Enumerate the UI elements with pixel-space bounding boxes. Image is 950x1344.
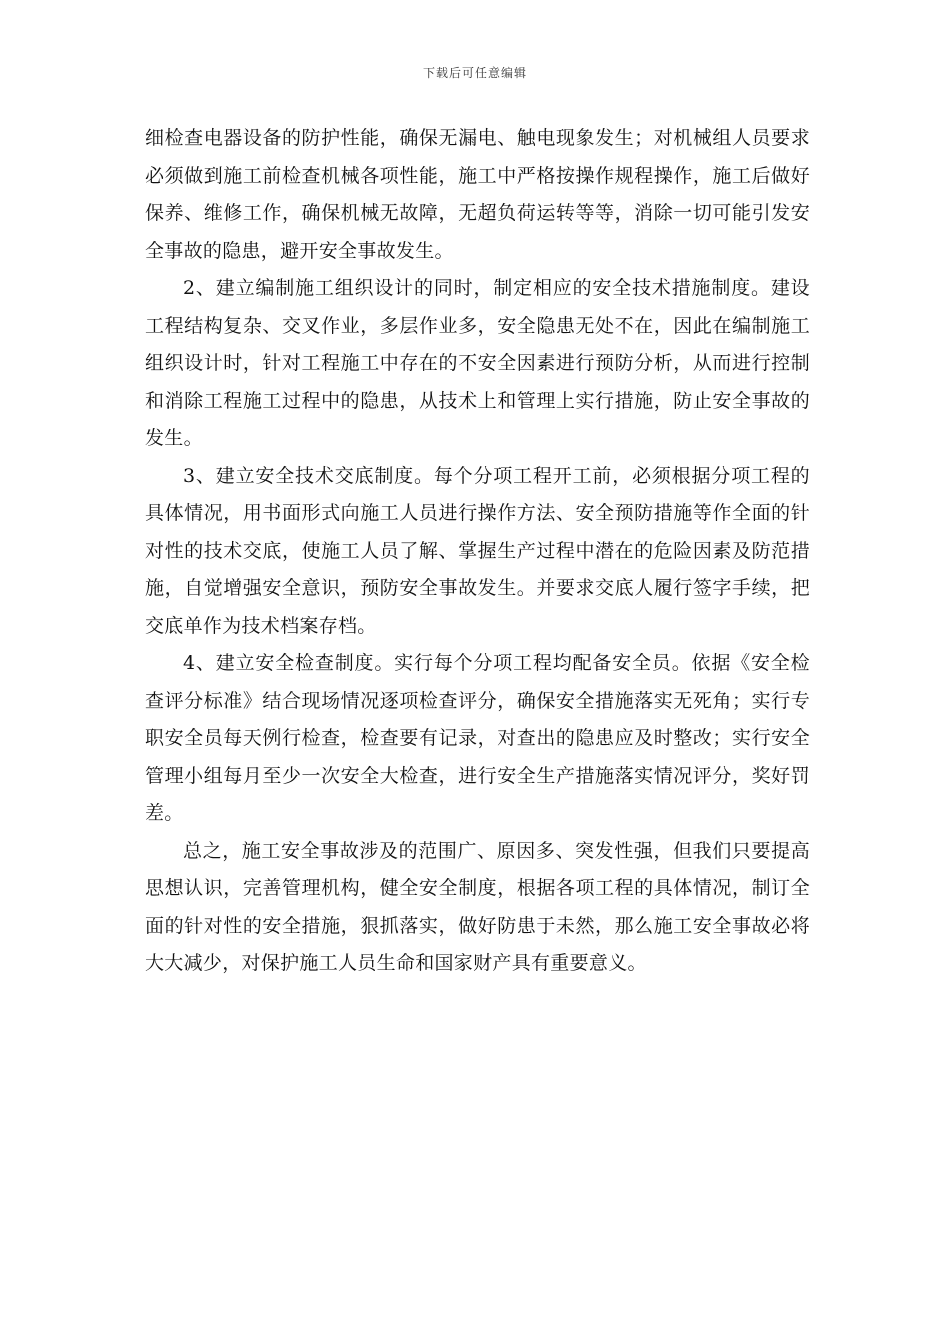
paragraph-item-2: 2、建立编制施工组织设计的同时，制定相应的安全技术措施制度。建设工程结构复杂、交叉作业，多层作业多，安全隐患无处不在，因此在编制施工组织设计时，针对工程施工中存在的不安全因素进行预防分析，从而进行控制和消除工程施工过程中的隐患，从技术上和管理上实行措施，防止安全事故的发生。 (145, 277, 810, 449)
document-body (145, 120, 810, 983)
page-header: 下载后可任意编辑 (422, 66, 527, 80)
paragraph-summary: 总之，施工安全事故涉及的范围广、原因多、突发性强，但我们只要提高思想认识，完善管理机构，健全安全制度，根据各项工程的具体情况，制订全面的针对性的安全措施，狠抓落实，做好防患于未然，那么施工安全事故必将大大减少，对保护施工人员生命和国家财产具有重要意义。 (145, 839, 810, 974)
paragraph-continuation: 细检查电器设备的防护性能，确保无漏电、触电现象发生；对机械组人员要求必须做到施工前检查机械各项性能，施工中严格按操作规程操作，施工后做好保养、维修工作，确保机械无故障，无超负荷运转等等，消除一切可能引发安全事故的隐患，避开安全事故发生。 (145, 127, 810, 262)
paragraph-item-4: 4、建立安全检查制度。实行每个分项工程均配备安全员。依据《安全检查评分标准》结合现场情况逐项检查评分，确保安全措施落实无死角；实行专职安全员每天例行检查，检查要有记录，对查出的隐患应及时整改；实行安全管理小组每月至少一次安全大检查，进行安全生产措施落实情况评分，奖好罚差。 (145, 652, 810, 824)
paragraph-item-3: 3、建立安全技术交底制度。每个分项工程开工前，必须根据分项工程的具体情况，用书面形式向施工人员进行操作方法、安全预防措施等作全面的针对性的技术交底，使施工人员了解、掌握生产过程中潜在的危险因素及防范措施，自觉增强安全意识，预防安全事故发生。并要求交底人履行签字手续，把交底单作为技术档案存档。 (145, 464, 810, 637)
